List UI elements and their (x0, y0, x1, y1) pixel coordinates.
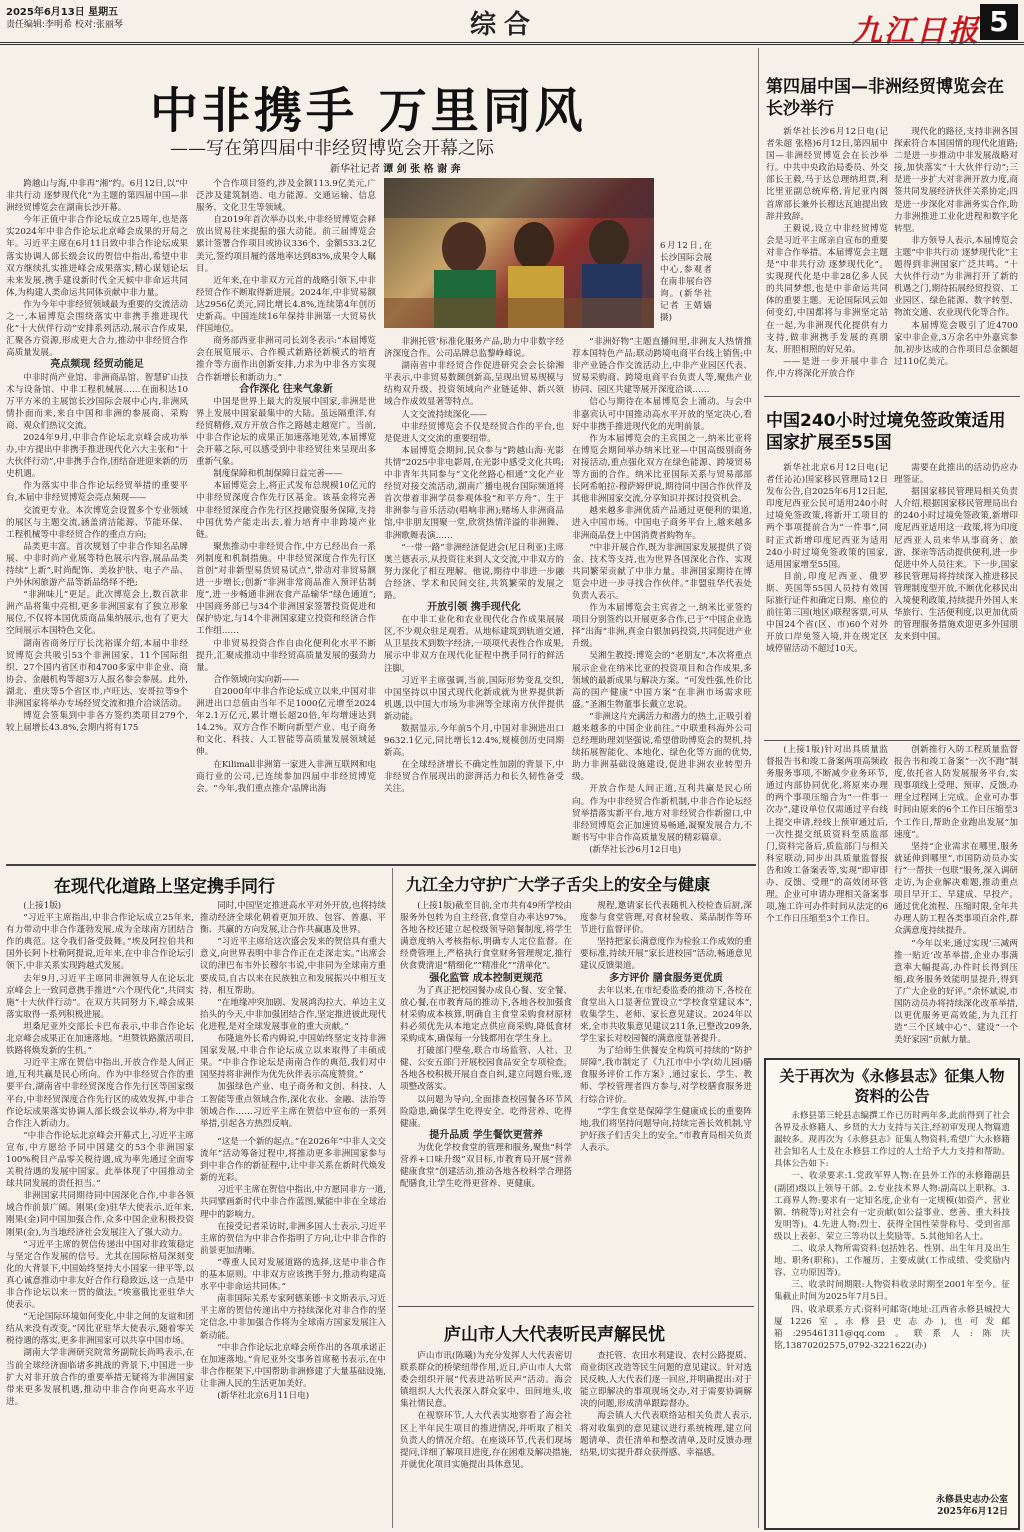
lead-paragraph: 中非时尚产业馆、非洲商品馆、智慧矿山技术与设备馆、中非工程机械展……在面积达10万平方米的主展馆长沙国际会展中心内,非洲风情扑面而来,来自中国和非洲的参展商、采购商、观众们热议交流。 (6, 372, 188, 431)
notice-signature (936, 1494, 1008, 1518)
lead-paragraph: 中非贸易投资合作自由化便利化水平不断提升,汇聚成推动中非经贸高质量发展的强劲力量。 (196, 638, 376, 673)
mid2-paragraph: 以问题为导向,全面排查校园餐各环节风险隐患,确保学生吃得安全、吃得营养、吃得健康。 (400, 1094, 572, 1129)
mid1-headline: 在现代化道路上坚定携手同行 (54, 877, 275, 897)
lead-paragraph: 商务部西亚非洲司司长刘冬表示:“本届博览会在展览展示、合作模式新路径新模式的培育推介等方面作出创新安排,力求为中非各方实现合作新增长和新动力。” (196, 336, 376, 383)
mid3-paragraph: 庐山市讯(陈曦)为充分发挥人大代表密切联系群众的桥梁纽带作用,近日,庐山市人大常委会组织开展“代表进站听民声”活动。海会镇组织人大代表深入群众家中、田间地头,收集社情民意。 (400, 1351, 572, 1410)
lead-paragraph: 吴湘生教授:博览会的“老朋友”,本次将重点展示企业在纳米比亚的投资项目和合作成果,多领域的最新成果与解决方案。“可发性强,性价比高的国产健康”中国方案”在非洲市场需求旺盛。”圣湘生物董事长戴立忠说。 (572, 651, 752, 710)
lead-paragraph: 合作领域向实向新—— (213, 674, 300, 685)
lead-subhead: 合作深化 往来气象新 (239, 383, 333, 395)
notice-section: 一、收录要求:1.党政军界人物:在县外工作的永修籍副县(副团)级以上领导干部。2.专业技术界人物:副高以上职称。3.工商界人物:要求有一定知名度,企业有一定规模(如资产、营业额、纳税等);对社会有一定贡献(如公益事业、慈善、重大科技发明等)。4.先进人物:烈士、获得全国性荣誉称号、受到省部级以上表彰、荣立三等功以上奖励等。5.其他知名人士。 (774, 1171, 1010, 1242)
mid3-headline: 庐山市人大代表听民声解民忧 (444, 1325, 665, 1345)
mid-column-divider (392, 868, 393, 1528)
lead-paragraph: 作为本届博览会的主宾国之一,纳米比亚将在博览会期间举办纳米比亚—中国高级别商务对接活动,重点强化双方在绿色能源、跨境贸易等方面的合作。纳米比亚国际关系与贸易部部长阿希帕拉-穆萨姆伊说,期待同中国合作伙伴及其他非洲国家交流,分享知识并探讨投资机会。 (572, 433, 752, 505)
lead-paragraph: 今年正值中非合作论坛成立25周年,也是落实2024年中非合作论坛北京峰会成果的开局之年。习近平主席在6月11日致中非合作论坛成果落实协调人部长级会议的贺信中指出,希望中非双方继续扎实推进峰会成果落实,精心谋划论坛未来发展,携手建设新时代全天候中非命运共同体,为构建人类命运共同体贡献中非力量。 (6, 215, 188, 298)
photo-caption: 6月12日,在长沙国际会展中心,参观者在南非展台咨询。(新华社记者 王婧嫱 摄) (660, 241, 712, 323)
mid1-paragraph: “在地缘冲突加剧、发展鸿沟拉大、单边主义抬头的今天,中非加强团结合作,坚定推进彼此现代化进程,是对全球发展事业的重大贡献。” (200, 997, 386, 1032)
mid1-paragraph: “习近平主席指出,中非合作论坛成立25年来,有力带动中非合作蓬勃发展,成为全球南方团结合作的典范。这令我们备受鼓舞。”埃及阿拉伯共和国外长阿卜杜勒阿提说,近年来,在中非合作论坛引领下,中非关系实现跨越式发展。 (6, 913, 194, 972)
page-number: 5 (980, 4, 1018, 40)
lead-paragraph: 习近平主席强调,当前,国际形势变乱交织,中国坚持以中国式现代化新成就为世界提供新机遇,以中国大市场为非洲等全球南方伙伴提供新动能。 (384, 675, 564, 722)
lead-paragraph: 数据显示,今年前5个月,中国对非洲进出口9632.1亿元,同比增长12.4%,规模创历史同期新高。 (384, 724, 564, 759)
notice-section: 二、收录人物所需资料:包括姓名、性别、出生年月及出生地、职务(职称)、工作履历、主要成就(工作成绩、受奖励内容、立功原因等)。 (774, 1244, 1010, 1279)
mid1-paragraph: 习近平主席在贺信中指出,中方愿同非方一道,共同擘画新时代中非合作蓝图,赋能中非在全球治理中的影响力。 (200, 1185, 386, 1220)
mid1-paragraph: 去年9月,习近平主席同非洲领导人在论坛北京峰会上一致同意携手推进“六个现代化”,共同实施“十大伙伴行动”。在双方共同努力下,峰会成果落实取得一系列积极进展。 (6, 973, 194, 1020)
byline-names: 谭 剑 张 格 谢 奔 (383, 164, 461, 175)
byline-prefix: 新华社记者 (330, 164, 380, 175)
mid2-paragraph: 为了真正把校园餐办成良心餐、安全餐、放心餐,在市教育局的推动下,各地各校加强食材采购成本核算,明确自主食堂采购食材原材料必须优先从本地定点供应商采购,降低食材采购成本,确保每一分钱都用在学生身上。 (400, 985, 572, 1045)
lead-subhead: 开放引领 携手现代化 (427, 602, 521, 614)
mid1-paragraph: “这是一个新的起点。”在2026年“中非人文交流年”活动筹备过程中,将推动更多非洲国家参与到中非合作的新征程中,让中非关系在新时代焕发新的光彩。 (200, 1137, 386, 1184)
mid2-paragraph: 去年以来,在市纪委监委的推动下,各校在食堂出入口显著位置设立“学校食堂建议本”,收集学生、老师、家长意见建议。2024年以来,全市共收集意见建议211条,已整改209条,学生家长对校园餐的满意度显著提升。 (580, 985, 752, 1045)
mid1-paragraph: 湖南大学非洲研究院常务副院长尚鸣表示,在当前全球经济面临诸多挑战的背景下,中国进一步扩大对非开放合作的重要举措无疑将为非洲国家带来更多发展机遇,推动中非合作向更高水平迈进。 (6, 1348, 194, 1407)
mid2-paragraph: 规程,邀请家长代表随机入校检查后厨,深度参与食堂管理,对食材验收、菜品制作等环节进行监督评价。 (580, 901, 752, 936)
header-date-block (6, 6, 123, 32)
side1-paragraph: 非方领导人表示,本届博览会主题“中非共行动 逐梦现代化”主题得到非洲国家广泛共鸣。“十大伙伴行动”为非洲打开了新的机遇之门,期待拓展经贸投资、工业园区、绿色能源、数字转型、物流交通、农业现代化等合作。 (894, 235, 1018, 319)
lead-paragraph: 自2000年中非合作论坛成立以来,中国对非洲进出口总值由当年不足1000亿元增至2024年2.1万亿元,累计增长超20倍,年均增速达到14.2%。双方合作不断向新型产业、电子商务和文化、科技、人工智能等高质量发展领域延伸。 (196, 686, 376, 758)
side2-paragraph: 新华社北京6月12日电(记者任沁沁)国家移民管理局12日发布公告,自2025年6月12日起,印度尼西亚公民可适用240小时过境免签政策,将新开工项目的两个事项提前合为“一件事”,同时正式新增印度尼西亚为适用240小时过境免签政策的国家,适用国家增至55国。 (766, 463, 888, 570)
lead-paragraph: 非洲托管’标准化服务产品,助力中非数字经济深度合作。公司品牌总监黎峥峰说。 (384, 337, 564, 360)
lead-paragraph: 在Kilimall非洲第一家进入非洲互联网和电商行业的公司,已连续参加四届中非经贸博览会。“今年,我们重点推介‘品牌出海 (196, 759, 376, 794)
mid1-paragraph: (上接1版) (23, 901, 62, 911)
mid2-column-1 (400, 900, 572, 1300)
notice-section: 四、收录联系方式:资料可邮寄(地址:江西省永修县城投大厦1226室,永修县史志办),也可发邮箱:295461311@qq.com。联系人:陈庆铭,13870202575,0792-3221622(办) (774, 1304, 1010, 1351)
notice-section: 三、收录时间期限:人物资料收录时期至2001年至今。征集截止时间为2025年7月5日。 (774, 1280, 1010, 1303)
mid2-column-2 (580, 900, 752, 1300)
lead-headline: 中非携手 万里同风 (150, 83, 587, 139)
lead-paragraph: 作为本届博览会主宾省之一,纳米比亚签约项目分别签约以开展更多合作,已于“中国企业选择”出海“非洲,真金白银加码投资,共同促进产业升级。 (572, 603, 752, 650)
mid1-paragraph: 加强绿色产业、电子商务和文创、科技、人工智能等重点领域合作,深化农业、金融、法治等领域合作……习近平主席在贺信中宣布的一系列举措,引起各方热烈反响。 (200, 1082, 386, 1129)
mid2-paragraph: 坚持把家长满意度作为检验工作成效的重要标准,持续开展“家长进校园”活动,畅通意见建议反馈渠道。 (580, 937, 752, 972)
mid3-column-1 (400, 1350, 572, 1528)
side1-paragraph: 现代化的路径,支持非洲各国探索符合本国国情的现代化道路;二是进一步推动中非发展战略对接,加快落实“十大伙伴行动”;三是进一步扩大对非洲开放力度,商签共同发展经济伙伴关系协定;四是进一步深化对非洲务实合作,助力非洲推进工业化进程和数字化转型。 (894, 127, 1018, 234)
lead-paragraph: 本届博览会期间,民众参与“跨越山海·光影共情”2025中非电影周,在光影中感受文化共鸣;中非青年共同参与“文化丝路心相通”文化产业经贸对接交流活动,湖南广播电视台国际频道将首次带着非洲学员参观体验“和平方舟”、生于非洲参与音乐活动(唱响非洲);赌场人非洲商品馆,中非朋友围聚一堂,欣赏热情洋溢的非洲舞、非洲歌舞表演…… (384, 445, 564, 541)
photo-illustration (384, 178, 654, 328)
notice-signature-org: 永修县史志办公室 (935, 1495, 1008, 1505)
lead-paragraph: 近年来,在中非双方元首的战略引领下,中非经贸合作不断取得新进展。2024年,中非贸易额达2956亿美元,同比增长4.8%,连续第4年创历史新高。中国连续16年保持非洲第一大贸易伙伴国地位。 (196, 275, 376, 335)
mid2-headline: 九江全力守护广大学子舌尖上的安全与健康 (406, 875, 711, 894)
mid1-paragraph: 坦桑尼亚外交部长卡巴布表示,中非合作论坛北京峰会成果正在加速落地。“坦赞铁路激活项目,铁路将焕发新的生机。” (6, 1021, 194, 1057)
lead-paragraph: “非洲好物”主题直播间里,非洲友人热情推荐本国特色产品;联动跨境电商平台线上销售;中非产业链合作交流活动上,中非产业园区代表、贸易采购商、跨境电商平台负责人等,聚焦产业协同、园区共建等展开深度洽谈…… (572, 337, 752, 396)
lead-paragraph: “非洲这片充满活力和潜力的热土,正吸引着越来越多的中国企业前往。”中联重科海外公司总经理助理刘坚强说,希望借助博览会的契机,持续拓展智能化、本地化、绿色化等方面的优势,助力非洲基础设施建设,促进非洲农业转型升级。 (572, 711, 752, 783)
lead-paragraph: 开放合作是人间正道,互利共赢是民心所向。作为中非经贸合作新机制,中非合作论坛经贸举措落实新平台,地方对非经贸合作新窗口,中非经贸博览会正加速贸易畅通,凝聚发展合力,不断书写中非合作高质量发展的精彩篇章。 (572, 784, 752, 843)
mid1-paragraph: “习近平主席给这次盛会发来的贺信具有重大意义,向世界表明中非合作正在走深走实。”出席会议的津巴布韦外长穆尔韦说,中非同为全球南方重要成员,自古以来在民族独立和发展振兴中相互支持、相互帮助。 (200, 937, 386, 996)
side1-paragraph: 新华社长沙6月12日电(记者朱超 张格)6月12日,第四届中国—非洲经贸博览会在长沙举行。中共中央政治局委员、外交部长王毅,马于达总理纳坦贾,利比里亚副总统库格,肯尼亚内阁首席部长兼外长穆达瓦迪提出致辞并致辞。 (766, 127, 888, 222)
lead-paragraph: 湖南省商务厅厅长沈裕谋介绍,本届中非经贸博览会共吸引53个非洲国家、11个国际组织、27个国内省区市和4700多家中非企业、商协会、金融机构等超3万人报名参会参展。此外,湖北、重庆等5个省区市,卢旺达、安哥拉等9个非洲国家将举办专场经贸交流和推介洽谈活动。 (6, 638, 188, 710)
side1-headline: 第四届中国—非洲经贸博览会在长沙举行 (766, 77, 1004, 119)
side2-paragraph: 需要在此推出的活动仍应办理签证。 (894, 463, 1018, 486)
side3-column-1 (766, 744, 888, 1048)
lead-paragraph: 中国是世界上最大的发展中国家,非洲是世界上发展中国家最集中的大陆。虽远隔重洋,有经贸精修,双方开放合作之路越走越宽广。当前,中非合作论坛的成果正加速落地见效,本届博览会开幕之际,可以感受到中非经贸往来呈现出多重新气象。 (196, 396, 376, 468)
lead-paragraph: 作为今年中非经贸领域最为重要的交流活动之一,本届博览会围绕落实中非携手推进现代化“十大伙伴行动”安排系列活动,展示合作成果,汇聚各方资源,形成更大合力,推动中非经贸合作高质量发展。 (6, 299, 188, 359)
side1-paragraph: ——是进一步开展中非合作,中方将深化开放合作 (766, 356, 888, 379)
newspaper-logo: 九江日报 (852, 14, 980, 49)
header-date: 2025年6月13日 星期五 (6, 7, 119, 18)
lead-paragraph: 个合作项目签约,涉及金额113.9亿美元,广泛涉及建筑制造、电力能源、交通运输、信息服务、文化卫生等领域。 (196, 179, 376, 214)
lead-paragraph: 在中非工业化和农业现代化合作成果展展区,不少观众驻足观看。从地标建筑到轨道交通,从卫星技术到数字经济,一项项代表性合作成果,展示中非双方在现代化征程中携手同行的鲜活注脚。 (384, 615, 564, 674)
side1-column-2 (894, 126, 1018, 390)
side3-column-2 (894, 744, 1018, 1048)
lead-column-1 (6, 178, 188, 858)
side2-headline: 中国240小时过境免签政策适用国家扩展至55国 (766, 411, 1006, 453)
mid1-paragraph: “无论国际环境如何变化,中非之间的友谊和团结从来没有改变。”冈比亚驻华大使表示,随着零关税待遇的落实,更多非洲国家可以共享中国市场。 (6, 1312, 194, 1347)
lead-paragraph: 人文交流持续深化—— (401, 409, 488, 420)
right-column-divider (758, 48, 759, 1528)
mid1-column-3 (200, 1136, 386, 1528)
mid-divider (6, 864, 756, 866)
side2-column-1 (766, 462, 888, 732)
mid2-subhead: 强化监管 成本控制更规范 (429, 972, 543, 984)
notice-title: 关于再次为《永修县志》征集人物资料的公告 (779, 1067, 1005, 1105)
side1-paragraph: 本届博览会吸引了近4700家中非企业,3万余名中外嘉宾参加,初步达成的合作项目总金额超过110亿美元。 (894, 320, 1018, 367)
side1-paragraph: 王毅说,设立中非经贸博览会是习近平主席亲自宣布的重要对非合作举措。本届博览会主题是“中非共行动 逐梦现代化”。实现现代化是中非28亿多人民的共同梦想,也是中非命运共同体的重要主题。无论国际风云如何变幻,中国都将与非洲坚定站在一起,为非洲现代化提供有力支持,做非洲携手发展的真朋友、肝胆相照的好兄弟。 (766, 223, 888, 355)
lead-paragraph: 制度保障和机制保障日益完善—— (213, 469, 343, 480)
mid1-paragraph: “尊重人民对发展道路的选择,这是中非合作的基本原则。中非双方应该携手努力,推动构建高水平中非命运共同体。” (200, 1257, 386, 1293)
mid1-paragraph: 南非国际关系专家阿德莱德·卡文斯表示,习近平主席的贺信传递出中方持续深化对非合作的坚定信念,中非加强合作将为全球南方国家发展注入新动能。 (200, 1294, 386, 1341)
lead-paragraph: “非洲味儿”更足。此次博览会上,数百款非洲产品将集中亮相,更多非洲国家有了独立形象展位,不仅将本国优质商品集纳展示,也有了更大空间展示本国特色文化。 (6, 590, 188, 637)
mid1-paragraph: 布隆迪外长希内姆说,中国始终坚定支持非洲国家发展,中非合作论坛成立以来取得了丰硕成果。“中非合作论坛是南南合作的典范,我们对中国坚持将非洲作为优先伙伴表示高度赞赏。” (200, 1034, 386, 1081)
side2-paragraph: 目前,印度尼西亚、俄罗斯、英国等55国人员持有效国际旅行证件和确定日期、座位的前往第三国(地区)联程客票,可从中国24个省(区、市)60个对外开放口岸免签入境,并在规定区域停留活动不超过10天。 (766, 571, 888, 655)
side-divider (764, 740, 1020, 741)
mid1-paragraph: “中非合作论坛北京峰会所作出的各项承诺正在加速落地。”肯尼亚外交事务首席秘书表示,在中非合作框架下,中国帮助非洲修建了大量基础设施,让非洲人民的生活更加美好。 (200, 1342, 386, 1389)
lead-paragraph: 博览会签集到中非各方签约类项目279个,较上届增长43.8%,会期内将有175 (6, 711, 188, 734)
lead-paragraph: “一带一路”非洲经济促进会(尼日利亚)主席奥兰德表示,从投资往来到人文交流,中非双方的努力深化了相互理解。他说,期待中非进一步融合经济、学术和民间交往,共筑繁荣的发展之路。 (384, 542, 564, 601)
mid2-paragraph: 打破部门壁垒,联合市场监管、人社、卫健、公安五部门开展校园食品安全专项检查。各地各校积极开展自查自纠,建立问题台账,逐项整改落实。 (400, 1046, 572, 1093)
lead-paragraph: 作为落实中非合作论坛经贸举措的重要平台,本届中非经贸博览会亮点频现—— (6, 481, 188, 504)
lead-paragraph: 信心与期待在本届博览会上涌动。与会中非嘉宾认可中国推动高水平开放的坚定决心,看好中非携手推进现代化的光明前景。 (572, 397, 752, 432)
lead-paragraph: 越来越多非洲优质产品通过更便利的渠道,进入中国市场。中国电子商务平台上,越来越多非洲商品登上中国消费者购物车。 (572, 506, 752, 541)
side3-paragraph: (上接1版)针对出具质量监督报告书和竣工备案两项高频政务服务事项,不断减少业务环节,通过内部协同优化,将原来办理的两个事项压缩合为“一件事一次办”,建设单位仅需通过平台线上提交申请,经线上预审通过后,一次性提交纸质资料至质监部门,资料完备后,质监部门与相关科室联动,同步出具质量监督报告和竣工备案表等,实现“即审即办、反馈、受理”的高效闭环管理。企业可申请办理相关备案事项,施工许可办件时间从法定的6个工作日压缩至3个工作日。 (766, 745, 888, 925)
mid2-paragraph: (上接1版)截至目前,全市共有49所学校由服务外包转为自主经营,食堂自办率达97%。各地各校还建立起校级领导陪餐制度,将学生满意度纳入考核指标,明确专人定位监督。在经费管理上,严格执行食堂财务管理规定,推行伙食费清退“精细化”“精准化”“清单化”。 (400, 901, 572, 972)
lead-paragraph: 中非经贸博览会不仅是经贸合作的平台,也是促进人文交流的重要纽带。 (384, 421, 564, 444)
mid-divider (398, 1306, 754, 1307)
lead-column-4 (572, 336, 752, 858)
lead-column-2 (196, 178, 376, 858)
lead-byline (330, 160, 461, 175)
side2-column-2 (894, 462, 1018, 732)
lead-photo (384, 178, 654, 328)
side1-column-1 (766, 126, 888, 390)
mid1-paragraph: 习近平主席在贺信中指出,开放合作是人间正道,互利共赢是民心所向。作为中非经贸合作的重要平台,湖南省中非经贸深度合作先行区等国家级平台,中非经贸深度合作先行区的成效发挥,中非合作论坛成果落实协调人部长级会议举办,将为中非合作注入新动力。 (6, 1058, 194, 1129)
side3-paragraph: 创新推行入防工程质量监督报告书和竣工备案“一次不跑”制度,依托省人防发展服务平台,实现事项线上受理、预审、反馈,办理全过程网上完成。企业可办事时间由原来的6个工作日压缩至3个工作日,帮助企业跑出发展“加速度”。 (894, 745, 1018, 840)
header-rule (0, 42, 1024, 45)
lead-paragraph: 交流更专业。本次博览会设置多个专业领域的展区与主题交流,涵盖清洁能源、节能环保、工程机械等中非经贸合作的重点方向; (6, 505, 188, 540)
notice-body (774, 1110, 1010, 1490)
lead-paragraph: 本届博览会上,将正式发布总规模10亿元的中非经贸深度合作先行区基金。该基金将完善中非经贸深度合作先行区投融资服务保障,支持中国优势产能走出去,着力培育中非跨境产业链。 (196, 481, 376, 540)
mid1-paragraph: 在接受记者采访时,非洲多国人士表示,习近平主席的贺信为中非合作指明了方向,让中非合作的前景更加清晰。 (200, 1221, 386, 1256)
mid1-paragraph: “习近平主席的贺信传递出中国对非政策稳定与坚定合作发展的信号。尤其在国际格局深刻变化的大背景下,中国始终坚持大小国家一律平等,以真心诚意推动中非友好合作行稳致远,这一点是中非合作论坛以来一贯的做法。”埃塞俄比亚驻华大使表示。 (6, 1239, 194, 1311)
side3-paragraph: 坚持“企业需求在哪里,服务就延伸到哪里”,市国防动员办实行“一帮扶一包联”服务,深入调研走访,为企业解决难题,推动重点项目早开工、早建成、早投产。通过优化流程、压缩时限,全年共办理人防工程各类事项百余件,群众满意度持续提升。 (894, 841, 1018, 937)
mid1-column-2 (200, 900, 386, 1130)
mid1-dateline: (新华社北京6月11日电) (217, 1390, 310, 1401)
lead-paragraph: 湖南省中非经贸合作促进研究会会长徐湘平表示,中非贸易数额创新高,呈现出贸易规模与结构双升级、投资领域向产业链延伸、新兴领域合作成效显著等特点。 (384, 361, 564, 408)
mid2-paragraph: 为优化学校食堂的管理和服务,聚焦“科学营养+口味升级”双目标,市教育局开展“营养健康食堂”创建活动,推动各地各校科学合理搭配膳食,让学生吃得更营养、更健康。 (400, 1142, 572, 1190)
mid2-subhead: 多方评价 膳食服务更优质 (609, 972, 723, 984)
mid2-subhead: 提升品质 学生餐饮更营养 (429, 1129, 543, 1141)
side-divider (764, 396, 1020, 397)
header-editors: 责任编辑:李明希 校对:张丽琴 (6, 20, 123, 30)
lead-paragraph: “中非开展合作,既为非洲国家发展提供了资金、技术等支持,也为世界各国深化合作、实现共同繁荣贡献了中非力量。非洲国家期待在博览会中进一步寻找合作伙伴。”非盟驻华代表处负责人表示。 (572, 542, 752, 601)
side3-paragraph: “今年以来,通过实现‘三减两推一贴近’改革举措,企业办事满意率大幅提高,办件时长得到压缩,政务服务效能明显提升,得到了广大企业的好评。”余怀斌说,市国防动员办将持续深化改革举措,以更优服务更高效能,为九江打造“三个区域中心”、建设“一个美好家园”贡献力量。 (894, 938, 1018, 1046)
lead-paragraph: 2024年9月,中非合作论坛北京峰会成功举办,中方提出中非携手推进现代化六大主张和“十大伙伴行动”,中非携手合作,团结奋进迎来新的历史机遇。 (6, 432, 188, 480)
lead-subhead: 亮点频现 经贸动能足 (50, 359, 144, 371)
lead-paragraph: 在全球经济增长不确定性加剧的背景下,中非经贸合作展现出的澎湃活力和长久韧性备受关注。 (384, 760, 564, 795)
notice-intro: 永修县第三轮县志编撰工作已历时两年多,此前得到了社会各界及永修籍人、乡贤的大力支持与关注,经初审发现人物篇遗漏较多。现再次为《永修县志》征集人物资料,希望广大永修籍社会知名人士及在永修县工作过的人士给予大力支持和帮助。具体公告如下: (774, 1111, 1010, 1170)
section-title: 综合 (470, 10, 539, 40)
notice-box (764, 1058, 1020, 1530)
mid3-paragraph: 在视察环节,人大代表实地察看了海会社区上半年民生项目的推进情况,并听取了相关负责人的情况介绍。在座谈环节,代表们现场提问,详细了解项目进度,存在困难及解决措施,并就优化项目实施提出具体意见。 (400, 1411, 572, 1470)
mid1-column-1 (6, 900, 194, 1528)
lead-dateline: (新华社长沙6月12日电) (589, 844, 682, 855)
mid1-paragraph: 非洲国家共同期待同中国深化合作,中非各领域合作前景广阔。刚果(金)驻华大使表示,近年来,刚果(金)同中国加强合作,众多中国企业积极投资刚果(金),为当地经济社会发展注入了强大动力。 (6, 1191, 194, 1238)
lead-paragraph: 品类更丰富。首次规划了中非合作知名品牌展、中非时尚产业展等特色展示内容,展品品类持续“上新”,时尚配饰、美妆护肤、电子产品、户外休闲旅游产品等新品络绎不绝; (6, 541, 188, 589)
mid1-paragraph: “中非合作论坛北京峰会开幕式上,习近平主席宣布,中方愿给予同中国建交的53个非洲国家100%税目产品零关税待遇,成为率先通过全面零关税待遇的发展中国家。此举体现了中国推动全球共同发展的责任担当。” (6, 1130, 194, 1190)
lead-paragraph: 跨越山与海,中非再“湘”约。6月12日,以“中非共行动 逐梦现代化”为主题的第四届中国—非洲经贸博览会在湖南长沙开幕。 (6, 179, 188, 214)
lead-paragraph: 聚焦推动中非经贸合作,中方已经出台一系列制度和机制措施。中非经贸深度合作先行区首创“对非新型易货贸易试点”,带动对非贸易额进一步增长;创新“非洲非常商品准入预评估制度”,进一步畅通非洲农食产品输华“绿色通道”;中国商务部已与34个非洲国家签署投资促进和保护协定,与14个非洲国家建立投资和经济合作工作组…… (196, 541, 376, 637)
mid2-paragraph: 为了给师生供餐安全构筑可持续的“防护屏障”,我市制定了《九江市中小学(幼儿园)膳食服务评价工作方案》,通过家长、学生、教师、学校管理者四方参与,对学校膳食服务进行综合评价。 (580, 1046, 752, 1105)
mid3-column-2 (580, 1350, 752, 1528)
lead-subtitle: ——写在第四届中非经贸博览会开幕之际 (170, 138, 494, 159)
lead-paragraph: 自2019年首次举办以来,中非经贸博览会释放出贸易往来提振的强大动能。前三届博览会累计签署合作项目或协议336个、金额533.2亿美元,签约项目履约落地率达到83%,成果令人瞩目。 (196, 215, 376, 274)
lead-column-3 (384, 336, 564, 858)
mid3-paragraph: 查托管、农田水利建设、农村公路提质、商业街区改造等民生问题的意见建议。针对选民反映,人大代表们逐一回应,并明确提出:对于能立即解决的事项现场交办,对于需要协调解决的问题,形成清单跟踪督办。 (580, 1351, 752, 1410)
mid3-paragraph: 海会镇人大代表联络站相关负责人表示,将对收集到的意见建议进行系统梳理,建立问题清单、责任清单和整改清单,及时反馈办理结果,切实提升群众获得感、幸福感。 (580, 1411, 752, 1458)
side2-paragraph: 据国家移民管理局相关负责人介绍,根据国家移民管理局出台的240小时过境免签政策,新增印度尼西亚适用这一政策,将为印度尼西亚人员来华从事商务、旅游、探亲等活动提供便利,进一步促进中外人员往来。下一步,国家移民管理局将持续深入推进移民管理制度型开放,不断优化移民出入境便利政策,持续提升外国人来华旅行、生活便利度,以更加优质的管理服务措施欢迎更多外国朋友来到中国。 (894, 487, 1018, 643)
notice-signature-date: 2025年6月12日 (937, 1507, 1008, 1517)
mid2-paragraph: “学生食堂是保障学生健康成长的重要阵地,我们将坚持问题导向,持续完善长效机制,守护好孩子们舌尖上的安全。”市教育局相关负责人表示。 (580, 1106, 752, 1153)
mid1-paragraph: 同时,中国坚定推进高水平对外开放,也将持续推动经济全球化朝着更加开放、包容、普惠、平衡、共赢的方向发展,让合作共赢惠及世界。 (200, 901, 386, 936)
